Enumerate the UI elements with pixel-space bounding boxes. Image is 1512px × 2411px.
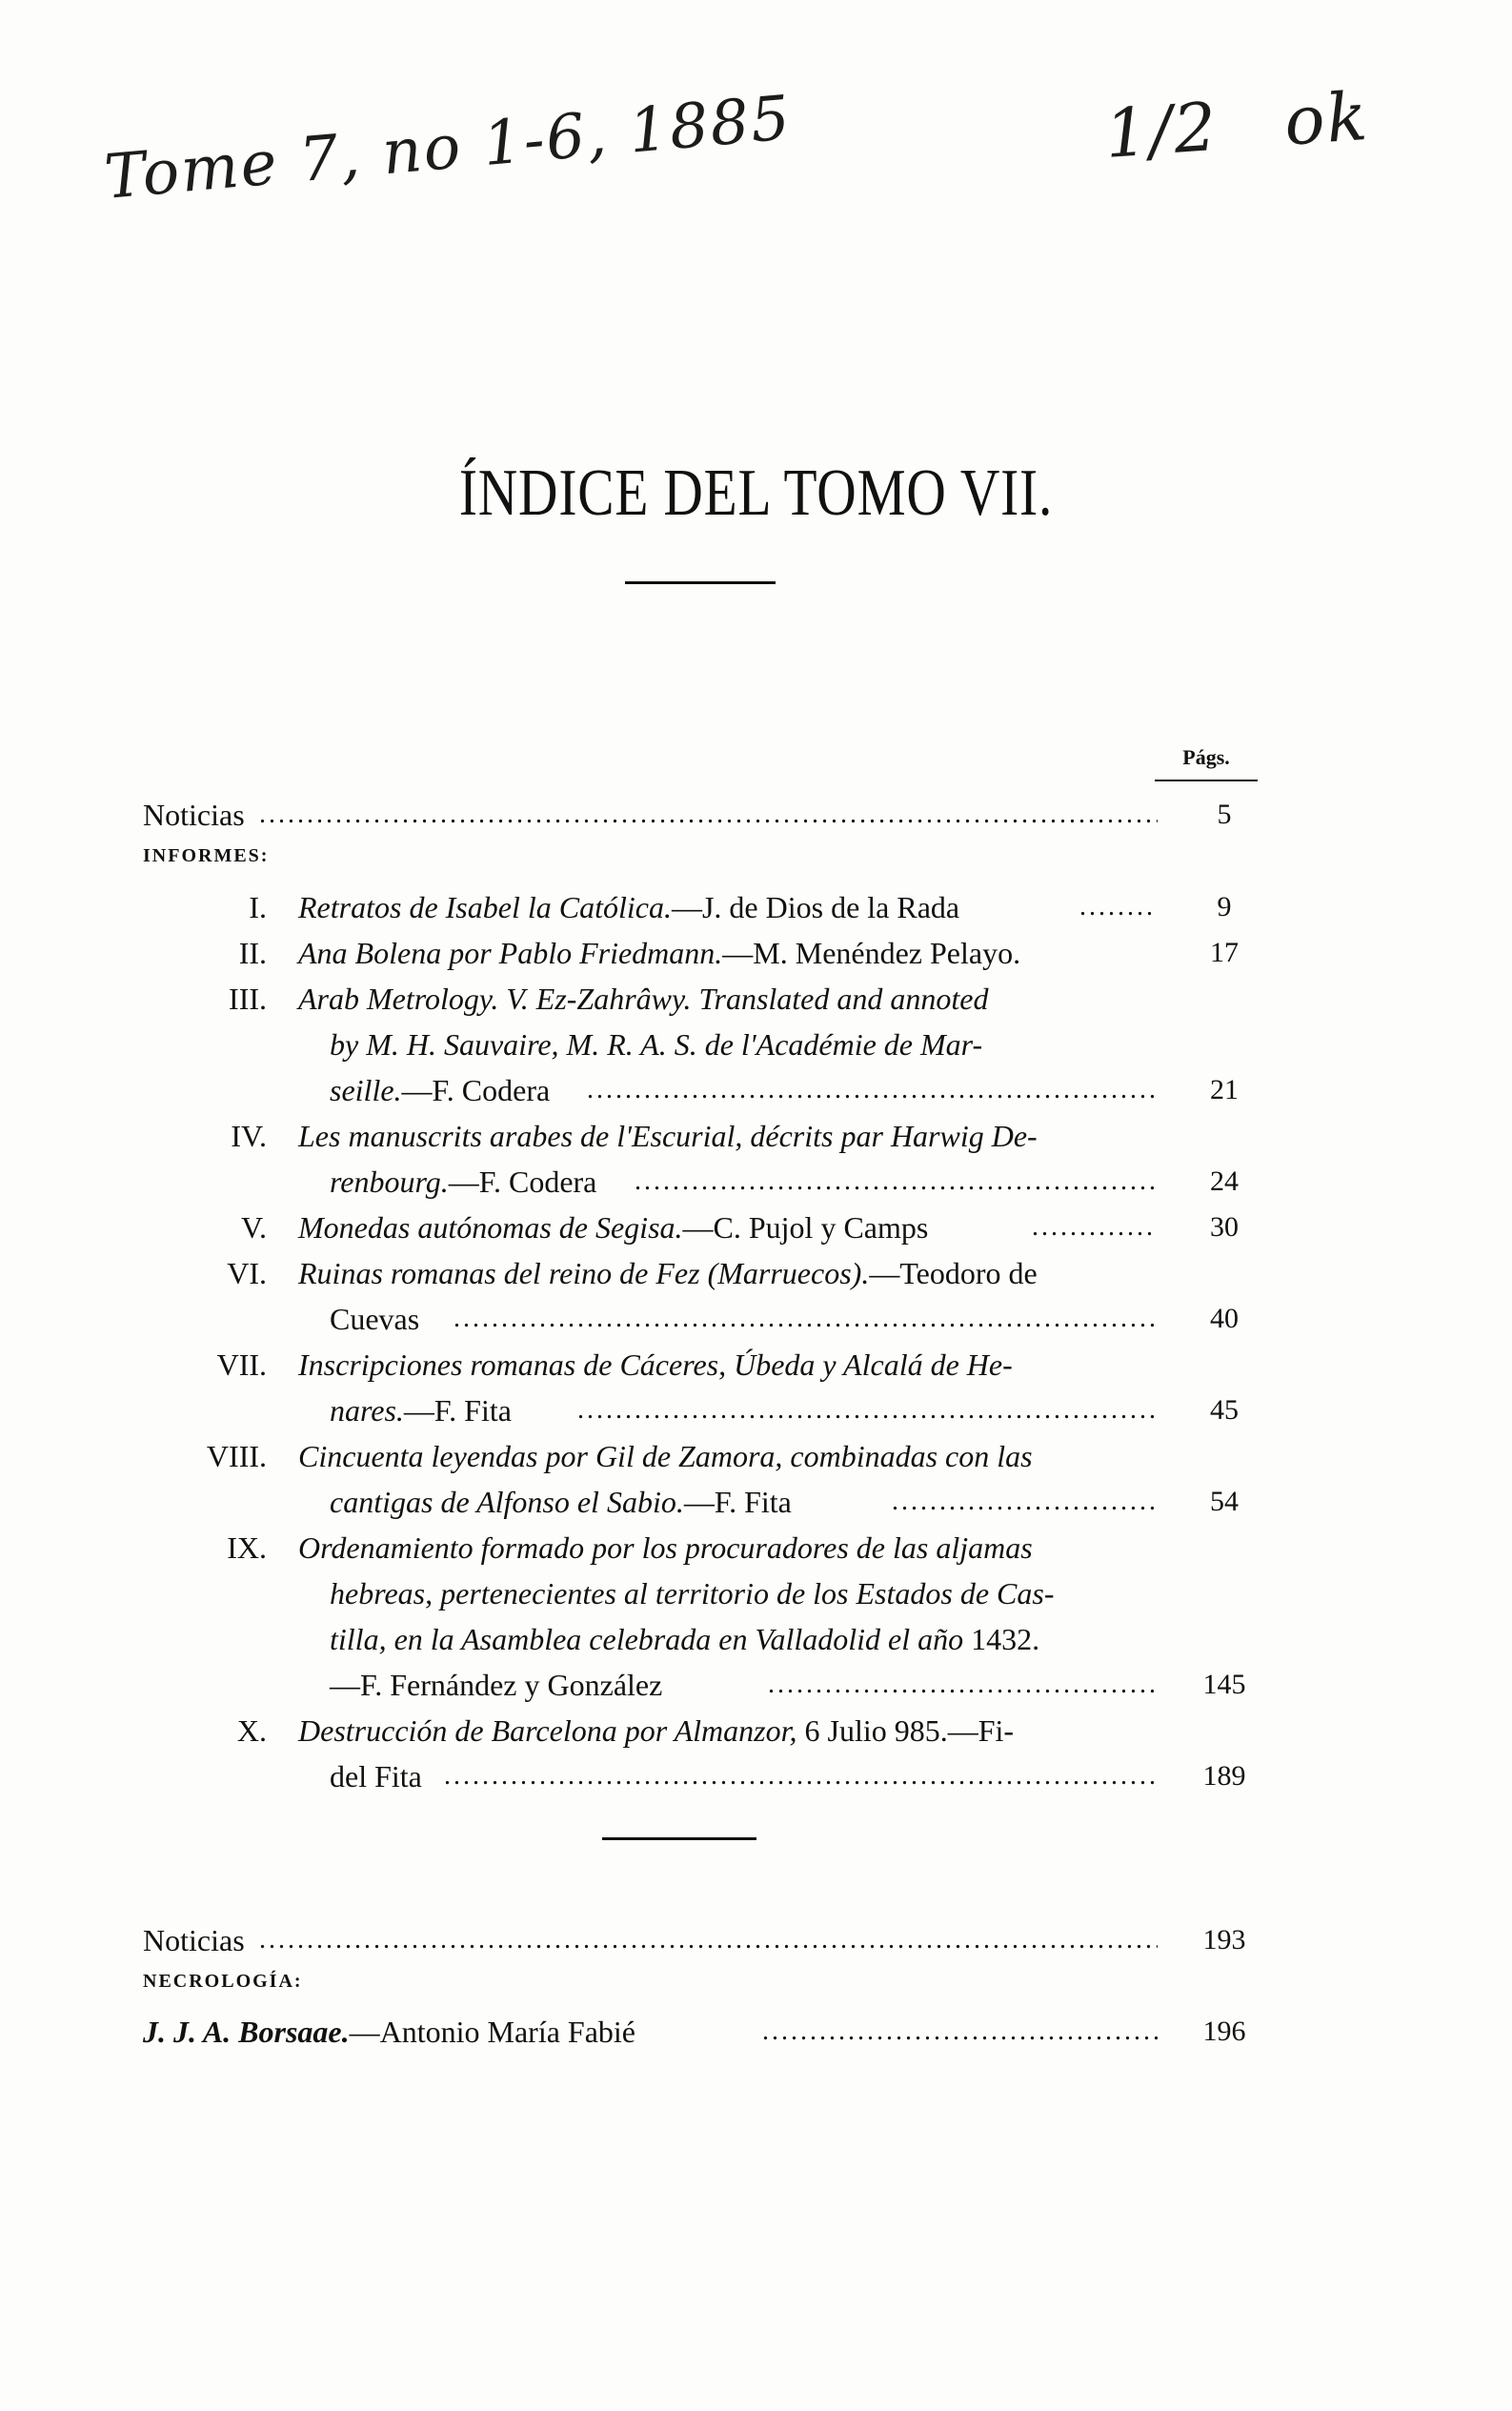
toc-entry-label: Noticias	[143, 1923, 245, 1957]
toc-entry	[298, 1254, 1156, 1292]
leader-dots	[635, 1163, 1156, 1201]
toc-entry-title: nares.	[330, 1393, 404, 1428]
toc-entry-continued	[330, 1025, 1156, 1064]
toc-entry-title: renbourg.	[330, 1165, 449, 1199]
toc-entry-title: Ana Bolena por Pablo Friedmann.	[298, 936, 723, 970]
toc-numeral: IV.	[231, 1119, 267, 1153]
section-heading-necrologia: NECROLOGÍA:	[143, 1971, 303, 1992]
section-divider	[602, 1837, 756, 1840]
toc-entry-continued	[330, 1163, 1156, 1201]
toc-entry-title: Destrucción de Barcelona por Almanzor,	[298, 1713, 797, 1748]
toc-entry-text: 6 Julio 985.—Fi-	[796, 1713, 1015, 1748]
toc-entry-continued	[330, 1666, 1156, 1704]
toc-page-number: 189	[1202, 1760, 1246, 1792]
toc-entry-author: —F. Fita	[403, 1393, 512, 1428]
toc-page-number: 17	[1210, 937, 1239, 968]
leader-dots	[587, 1071, 1156, 1109]
leader-dots	[892, 1483, 1156, 1521]
toc-entry	[298, 1117, 1156, 1155]
toc-entry-author: —Antonio María Fabié	[349, 2015, 635, 2049]
toc-entry-continued	[330, 1071, 1156, 1109]
handwritten-ok: ok	[1281, 76, 1372, 161]
toc-entry-title: hebreas, pertenecientes al territorio de los Estados de Cas-	[330, 1576, 1055, 1611]
toc-numeral: X.	[236, 1713, 267, 1748]
toc-page-number: 30	[1210, 1211, 1239, 1243]
toc-entry-continued	[330, 1620, 1187, 1658]
toc-entry-author: —F. Codera	[448, 1165, 597, 1199]
title-divider	[625, 581, 776, 584]
toc-page-number: 196	[1202, 2016, 1246, 2047]
leader-dots	[259, 796, 1158, 834]
toc-numeral: IX.	[227, 1530, 267, 1565]
toc-entry-title: Monedas autónomas de Segisa.	[298, 1210, 683, 1245]
toc-entry	[298, 1712, 1184, 1750]
toc-entry-continued	[330, 1574, 1156, 1612]
toc-numeral: VI.	[227, 1256, 267, 1290]
toc-entry-continued	[330, 1300, 1156, 1338]
toc-page-number: 5	[1217, 799, 1232, 830]
toc-page-number: 40	[1210, 1303, 1239, 1334]
pages-column-rule	[1155, 780, 1258, 781]
toc-entry-author: —M. Menéndez Pelayo.	[722, 936, 1021, 970]
toc-entry-label: Noticias	[143, 798, 245, 832]
toc-entry	[298, 934, 1156, 972]
toc-entry-author: —F. Fita	[683, 1485, 792, 1519]
toc-entry-necrologia	[143, 2013, 1158, 2051]
toc-page-number: 21	[1210, 1074, 1239, 1105]
section-heading-informes: INFORMES:	[143, 845, 270, 866]
toc-numeral: VIII.	[206, 1439, 267, 1473]
toc-entry-noticias	[143, 796, 1158, 834]
toc-entry	[298, 1346, 1156, 1384]
toc-entry-noticias	[143, 1921, 1158, 1959]
leader-dots	[762, 2013, 1158, 2051]
toc-numeral: I.	[249, 890, 267, 924]
pages-column-label: Págs.	[1182, 745, 1230, 769]
toc-entry-title: Cincuenta leyendas por Gil de Zamora, combinadas con las	[298, 1439, 1033, 1473]
toc-entry-author: —J. de Dios de la Rada	[671, 890, 960, 924]
leader-dots	[454, 1300, 1156, 1338]
toc-numeral: II.	[238, 936, 267, 970]
toc-entry-title: seille.	[330, 1073, 402, 1107]
toc-page-number: 9	[1217, 891, 1232, 922]
toc-entry-title: Inscripciones romanas de Cáceres, Úbeda y Alcalá de He-	[298, 1347, 1013, 1382]
leader-dots	[1032, 1208, 1156, 1246]
handwritten-note-volume: Tome 7, no 1-6, 1885	[101, 83, 795, 213]
toc-entry-author: del Fita	[330, 1759, 422, 1793]
toc-entry-title: Ruinas romanas del reino de Fez (Marruecos).	[298, 1256, 870, 1290]
toc-numeral: V.	[241, 1210, 267, 1245]
toc-numeral: III.	[229, 982, 267, 1016]
toc-page-number: 145	[1202, 1669, 1246, 1700]
toc-entry-title: by M. H. Sauvaire, M. R. A. S. de l'Académie de Mar-	[330, 1027, 983, 1062]
toc-entry-title: Arab Metrology. V. Ez-Zahrâwy. Translated and annoted	[298, 982, 989, 1016]
toc-numeral: VII.	[216, 1347, 267, 1382]
toc-entry-title: cantigas de Alfonso el Sabio.	[330, 1485, 684, 1519]
toc-entry-text: Cuevas	[330, 1302, 420, 1336]
toc-entry-author: —F. Codera	[401, 1073, 551, 1107]
leader-dots	[1079, 888, 1156, 926]
toc-entry-continued	[330, 1483, 1156, 1521]
toc-entry-author: —F. Fernández y González	[330, 1668, 663, 1702]
toc-entry-continued	[330, 1757, 1156, 1795]
toc-entry	[298, 888, 1156, 926]
leader-dots	[259, 1921, 1158, 1959]
toc-entry-author: —Teodoro de	[869, 1256, 1038, 1290]
toc-entry-author: —C. Pujol y Camps	[682, 1210, 929, 1245]
toc-entry-title: Les manuscrits arabes de l'Escurial, décrits par Harwig De-	[298, 1119, 1038, 1153]
toc-page-number: 45	[1210, 1394, 1239, 1426]
toc-entry-continued	[330, 1391, 1156, 1429]
handwritten-note-status	[1102, 77, 1371, 173]
page-title: ÍNDICE DEL TOMO VII.	[458, 456, 1054, 530]
handwritten-fraction: 1/2	[1102, 87, 1221, 173]
toc-entry-title: Ordenamiento formado por los procuradores de las aljamas	[298, 1530, 1033, 1565]
toc-page-number: 193	[1202, 1924, 1246, 1955]
toc-entry	[298, 980, 1156, 1018]
toc-entry	[298, 1529, 1156, 1567]
toc-page-number: 24	[1210, 1165, 1239, 1197]
leader-dots	[444, 1757, 1156, 1795]
toc-entry-title: tilla, en la Asamblea celebrada en Valladolid el año	[330, 1622, 964, 1656]
toc-entry	[298, 1437, 1156, 1475]
toc-entry-title: Retratos de Isabel la Católica.	[298, 890, 672, 924]
toc-page-number: 54	[1210, 1486, 1239, 1517]
leader-dots	[577, 1391, 1156, 1429]
leader-dots	[768, 1666, 1156, 1704]
toc-entry	[298, 1208, 1156, 1246]
toc-entry-title: J. J. A. Borsaae.	[143, 2015, 350, 2049]
toc-entry-text: 1432.	[963, 1622, 1040, 1656]
